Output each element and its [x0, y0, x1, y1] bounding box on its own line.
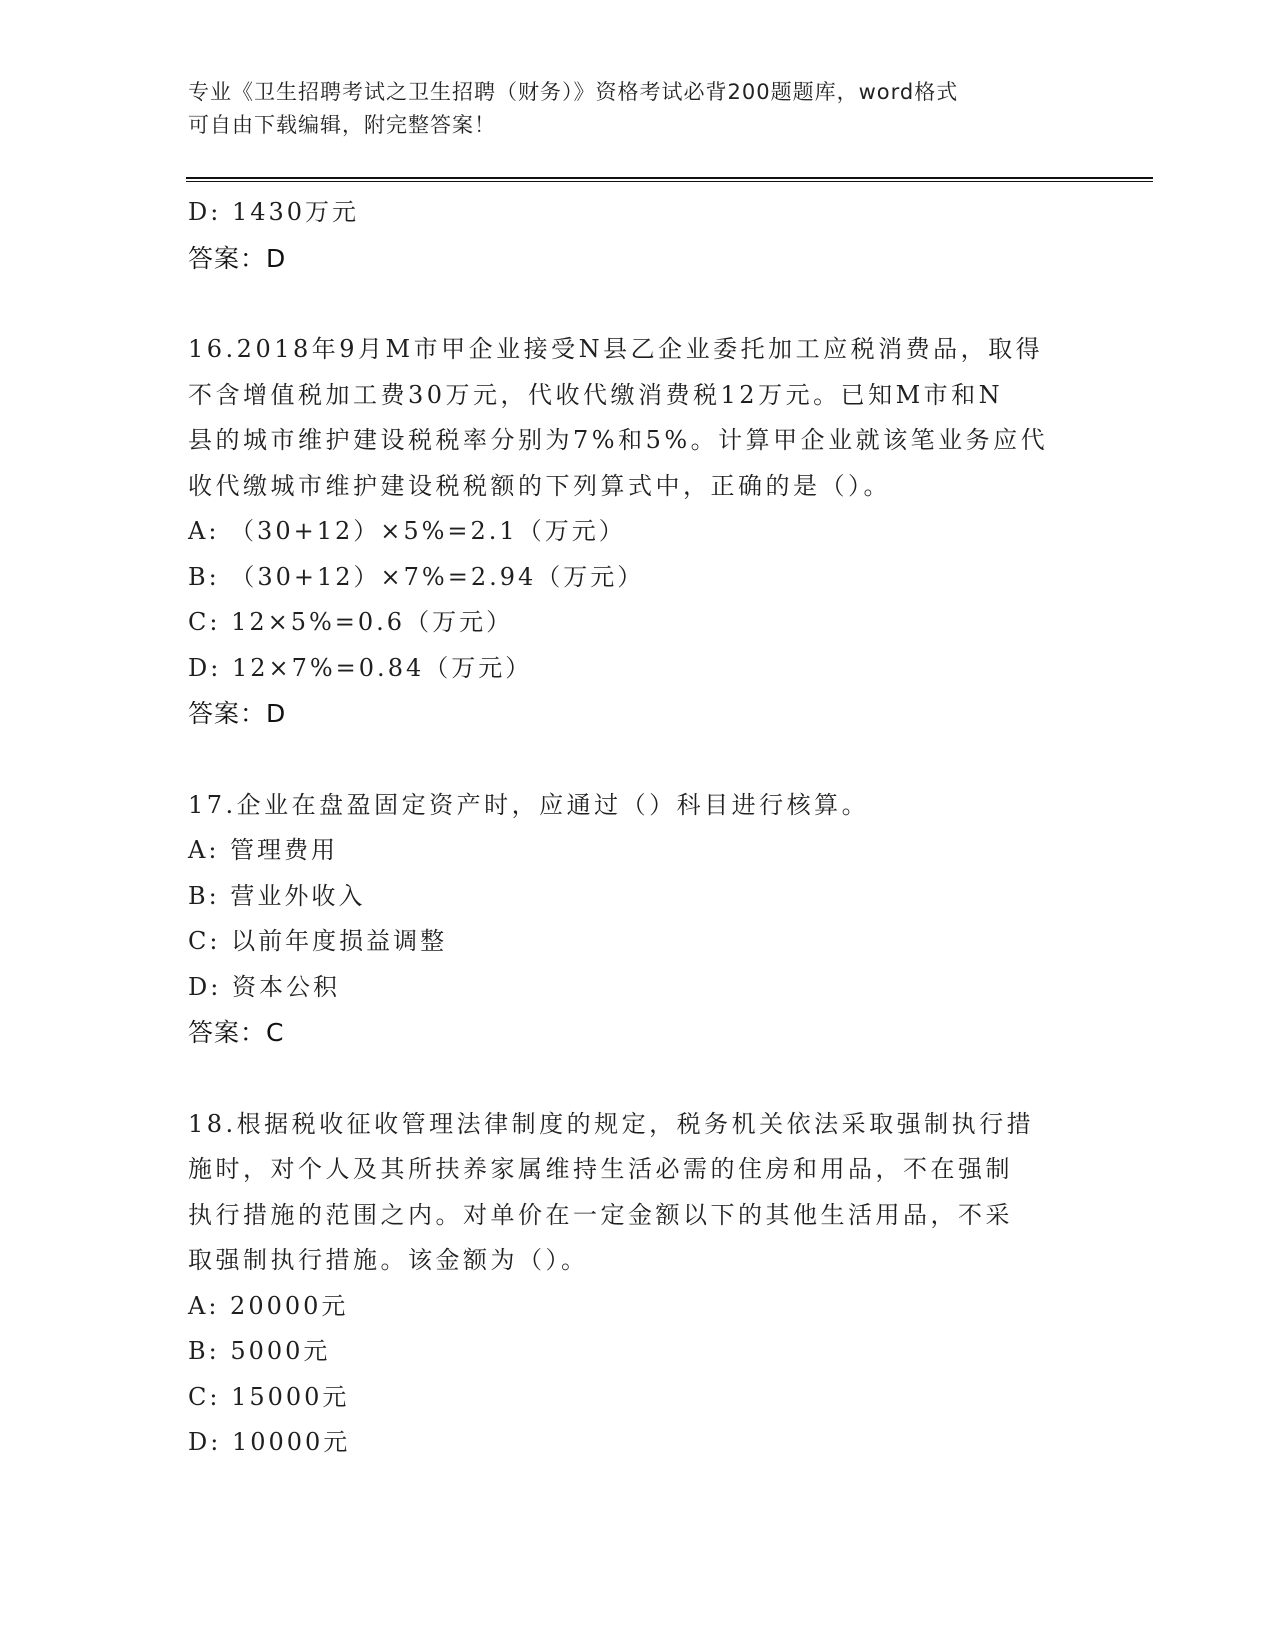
stem-line: 取强制执行措施。该金额为（）。: [188, 1246, 589, 1274]
answer-line: 答案：D: [188, 243, 287, 273]
question-17: [188, 783, 1088, 1056]
stem-line: 收代缴城市维护建设税税额的下列算式中，正确的是（）。: [188, 471, 891, 500]
stem-line: 17.企业在盘盈固定资产时，应通过（）科目进行核算。: [188, 790, 870, 819]
option-c: C: 以前年度损益调整: [188, 927, 448, 955]
option-d: D: 资本公积: [188, 972, 340, 1001]
header-divider: [186, 177, 1153, 182]
option-a: A: 20000元: [188, 1291, 349, 1320]
stem-line: 不含增值税加工费30万元，代收代缴消费税12万元。已知M市和N: [188, 380, 1004, 409]
answer-line: 答案：D: [188, 699, 287, 728]
document-body: [188, 190, 1088, 1466]
answer-line: 答案：C: [188, 1018, 285, 1047]
option-a: A: （30+12）×5%=2.1（万元）: [188, 517, 626, 545]
stem-line: 县的城市维护建设税税率分别为7%和5%。计算甲企业就该笔业务应代: [188, 426, 1049, 454]
stem-line: 执行措施的范围之内。对单价在一定金额以下的其他生活用品，不采: [188, 1200, 1013, 1229]
header-line-2: 可自由下载编辑，附完整答案！: [188, 113, 496, 137]
previous-question-tail: [188, 190, 1088, 281]
option-c: C: 15000元: [188, 1382, 350, 1411]
option-c: C: 12×5%=0.6（万元）: [188, 608, 514, 636]
stem-line: 施时，对个人及其所扶养家属维持生活必需的住房和用品，不在强制: [188, 1155, 1013, 1183]
option-b: B: （30+12）×7%=2.94（万元）: [188, 562, 645, 591]
stem-line: 16.2018年9月M市甲企业接受N县乙企业委托加工应税消费品，取得: [188, 335, 1044, 363]
option-b: B: 营业外收入: [188, 881, 366, 910]
page-header: [188, 76, 1068, 142]
option-d: D: 1430万元: [188, 198, 360, 226]
question-stem: [188, 327, 1088, 509]
question-stem: [188, 1102, 1088, 1284]
option-d: D: 10000元: [188, 1428, 351, 1456]
question-16: [188, 327, 1088, 737]
option-a: A: 管理费用: [188, 836, 339, 864]
stem-line: 18.根据税收征收管理法律制度的规定，税务机关依法采取强制执行措: [188, 1109, 1035, 1138]
option-d: D: 12×7%=0.84（万元）: [188, 653, 533, 682]
question-18: [188, 1102, 1088, 1466]
option-b: B: 5000元: [188, 1337, 331, 1365]
question-stem: [188, 783, 1088, 829]
header-line-1: 专业《卫生招聘考试之卫生招聘（财务）》资格考试必背200题题库，word格式: [188, 80, 959, 104]
